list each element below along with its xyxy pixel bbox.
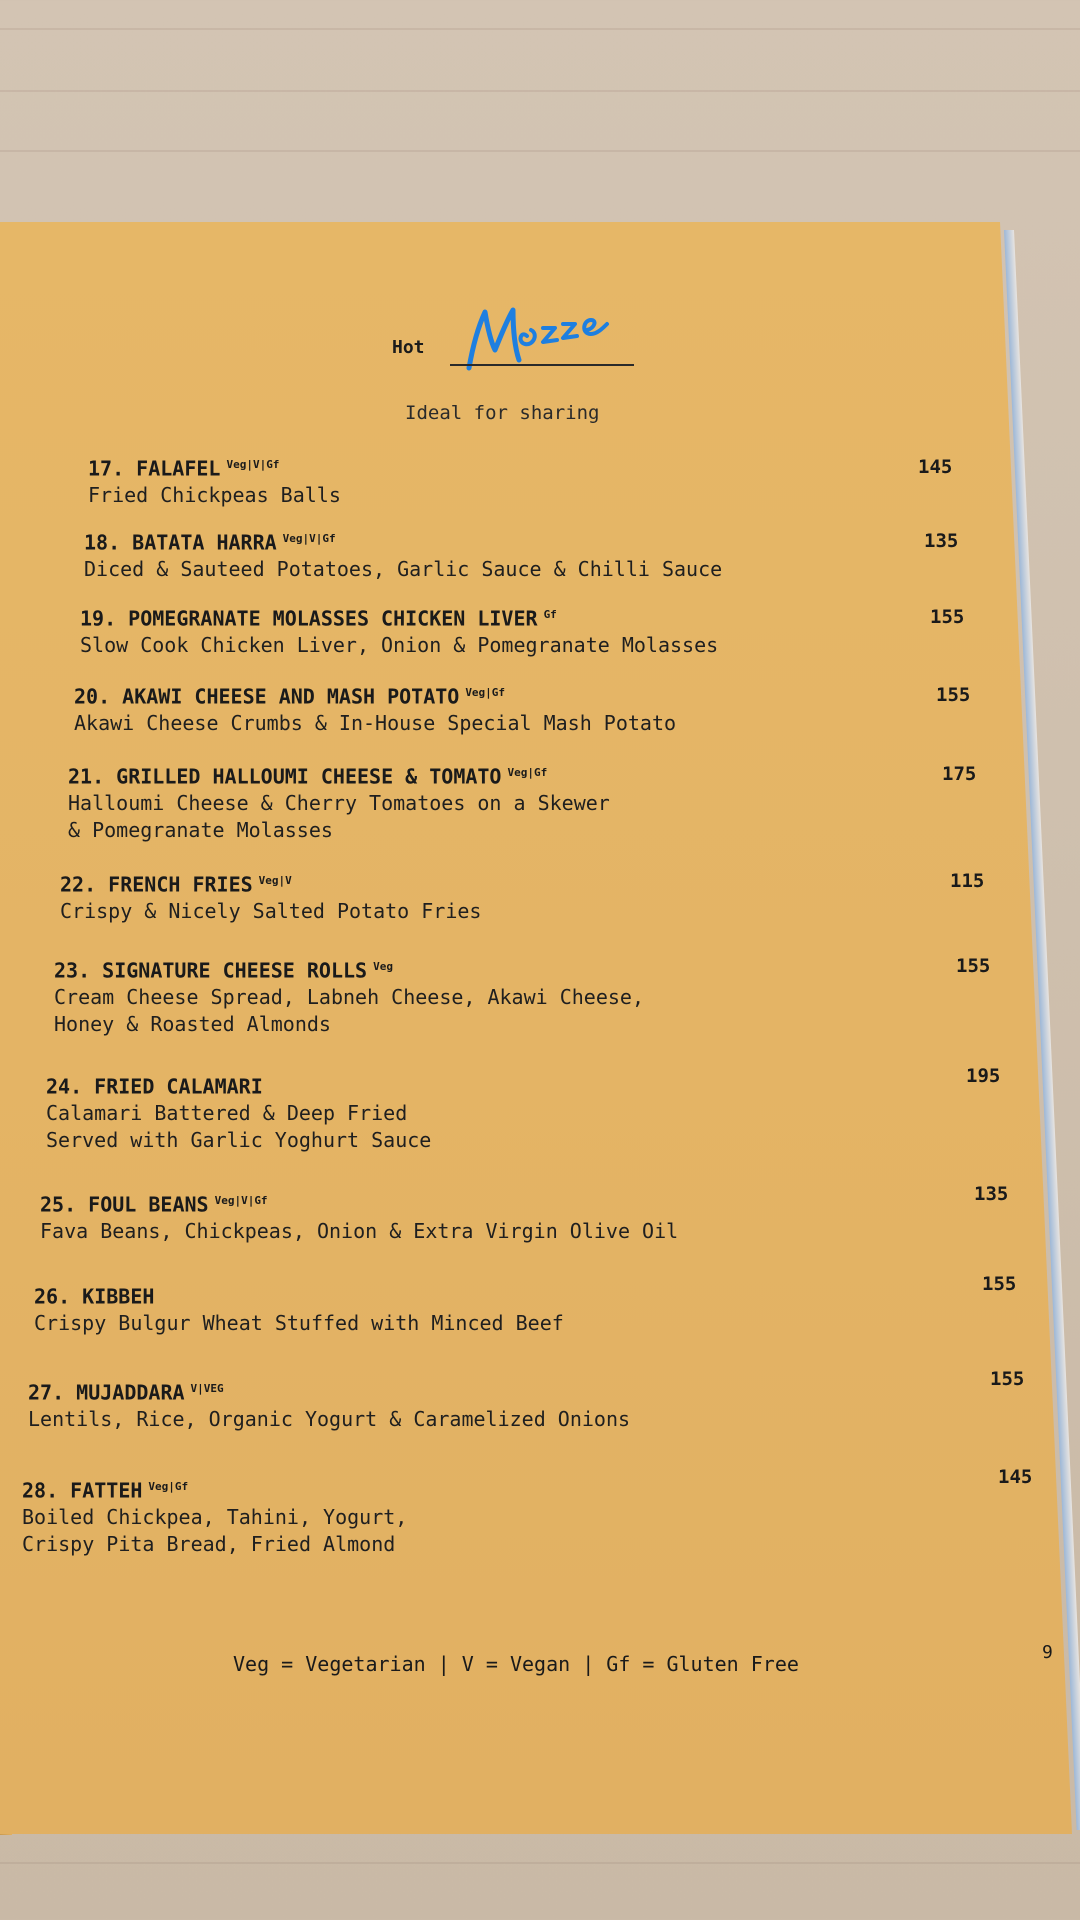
item-name: 21. GRILLED HALLOUMI CHEESE & TOMATO (68, 764, 502, 789)
item-description: Crispy & Nicely Salted Potato Fries (60, 898, 482, 923)
item-description-line2: Served with Garlic Yoghurt Sauce (46, 1127, 432, 1152)
item-tags: Veg (373, 960, 393, 973)
item-name: 17. FALAFEL (88, 456, 221, 481)
item-price: 195 (966, 1065, 1001, 1087)
item-description: Crispy Bulgur Wheat Stuffed with Minced Beef (34, 1310, 564, 1335)
item-description: Calamari Battered & Deep Fried (46, 1100, 408, 1125)
item-price: 155 (990, 1368, 1025, 1390)
item-name: 18. BATATA HARRA (84, 530, 277, 555)
item-tags: Veg|V (258, 874, 292, 887)
item-description: Diced & Sauteed Potatoes, Garlic Sauce & Chilli Sauce (84, 556, 723, 581)
item-name: 20. AKAWI CHEESE AND MASH POTATO (74, 684, 460, 709)
item-description-line2: & Pomegranate Molasses (68, 817, 333, 842)
item-price: 155 (936, 684, 971, 706)
mezze-script-title (455, 290, 635, 380)
item-price: 135 (924, 530, 959, 552)
item-description-line2: Honey & Roasted Almonds (54, 1011, 331, 1036)
item-description: Fried Chickpeas Balls (88, 482, 341, 507)
item-description: Cream Cheese Spread, Labneh Cheese, Akawi Cheese, (54, 984, 645, 1009)
item-tags: Veg|Gf (148, 1480, 189, 1493)
item-description: Akawi Cheese Crumbs & In-House Special Mash Potato (74, 710, 677, 735)
menu-item (22, 1474, 982, 1558)
item-description: Slow Cook Chicken Liver, Onion & Pomegranate Molasses (80, 632, 719, 657)
item-name: 24. FRIED CALAMARI (46, 1074, 263, 1099)
item-tags: V|VEG (190, 1382, 224, 1395)
item-tags: Veg|V|Gf (226, 458, 280, 471)
item-name: 28. FATTEH (22, 1478, 143, 1503)
menu-item (28, 1376, 988, 1433)
page-number: 9 (1042, 1642, 1053, 1663)
item-price: 155 (982, 1273, 1017, 1295)
menu-item (68, 760, 1028, 844)
menu-item (74, 680, 1034, 737)
item-name: 26. KIBBEH (34, 1284, 155, 1309)
title-underline (450, 364, 634, 366)
item-price: 155 (930, 606, 965, 628)
item-tags: Veg|V|Gf (282, 532, 336, 545)
item-name: 23. SIGNATURE CHEESE ROLLS (54, 958, 368, 983)
section-title-hot: Hot (392, 337, 425, 358)
dietary-legend: Veg = Vegetarian | V = Vegan | Gf = Gluten Free (233, 1652, 799, 1676)
item-description: Boiled Chickpea, Tahini, Yogurt, (22, 1504, 408, 1529)
item-description: Fava Beans, Chickpeas, Onion & Extra Virgin Olive Oil (40, 1218, 679, 1243)
menu-item (46, 1070, 1006, 1154)
menu-item (40, 1188, 1000, 1245)
item-tags: Gf (543, 608, 557, 621)
subtitle: Ideal for sharing (405, 402, 600, 424)
item-name: 22. FRENCH FRIES (60, 872, 253, 897)
item-description: Lentils, Rice, Organic Yogurt & Caramelized Onions (28, 1406, 631, 1431)
item-description: Halloumi Cheese & Cherry Tomatoes on a Skewer (68, 790, 610, 815)
item-tags: Veg|Gf (507, 766, 548, 779)
item-price: 175 (942, 763, 977, 785)
item-name: 27. MUJADDARA (28, 1380, 185, 1405)
menu-item (34, 1280, 994, 1337)
item-name: 25. FOUL BEANS (40, 1192, 209, 1217)
item-price: 155 (956, 955, 991, 977)
item-name: 19. POMEGRANATE MOLASSES CHICKEN LIVER (80, 606, 538, 631)
item-price: 135 (974, 1183, 1009, 1205)
menu-item (80, 602, 1040, 659)
item-price: 145 (918, 456, 953, 478)
menu-item (54, 954, 1014, 1038)
menu-item (84, 526, 1044, 583)
item-description-line2: Crispy Pita Bread, Fried Almond (22, 1531, 396, 1556)
item-price: 145 (998, 1466, 1033, 1488)
item-tags: Veg|Gf (465, 686, 506, 699)
item-price: 115 (950, 870, 985, 892)
item-tags: Veg|V|Gf (214, 1194, 268, 1207)
menu-item (88, 452, 1048, 509)
menu-item (60, 868, 1020, 925)
